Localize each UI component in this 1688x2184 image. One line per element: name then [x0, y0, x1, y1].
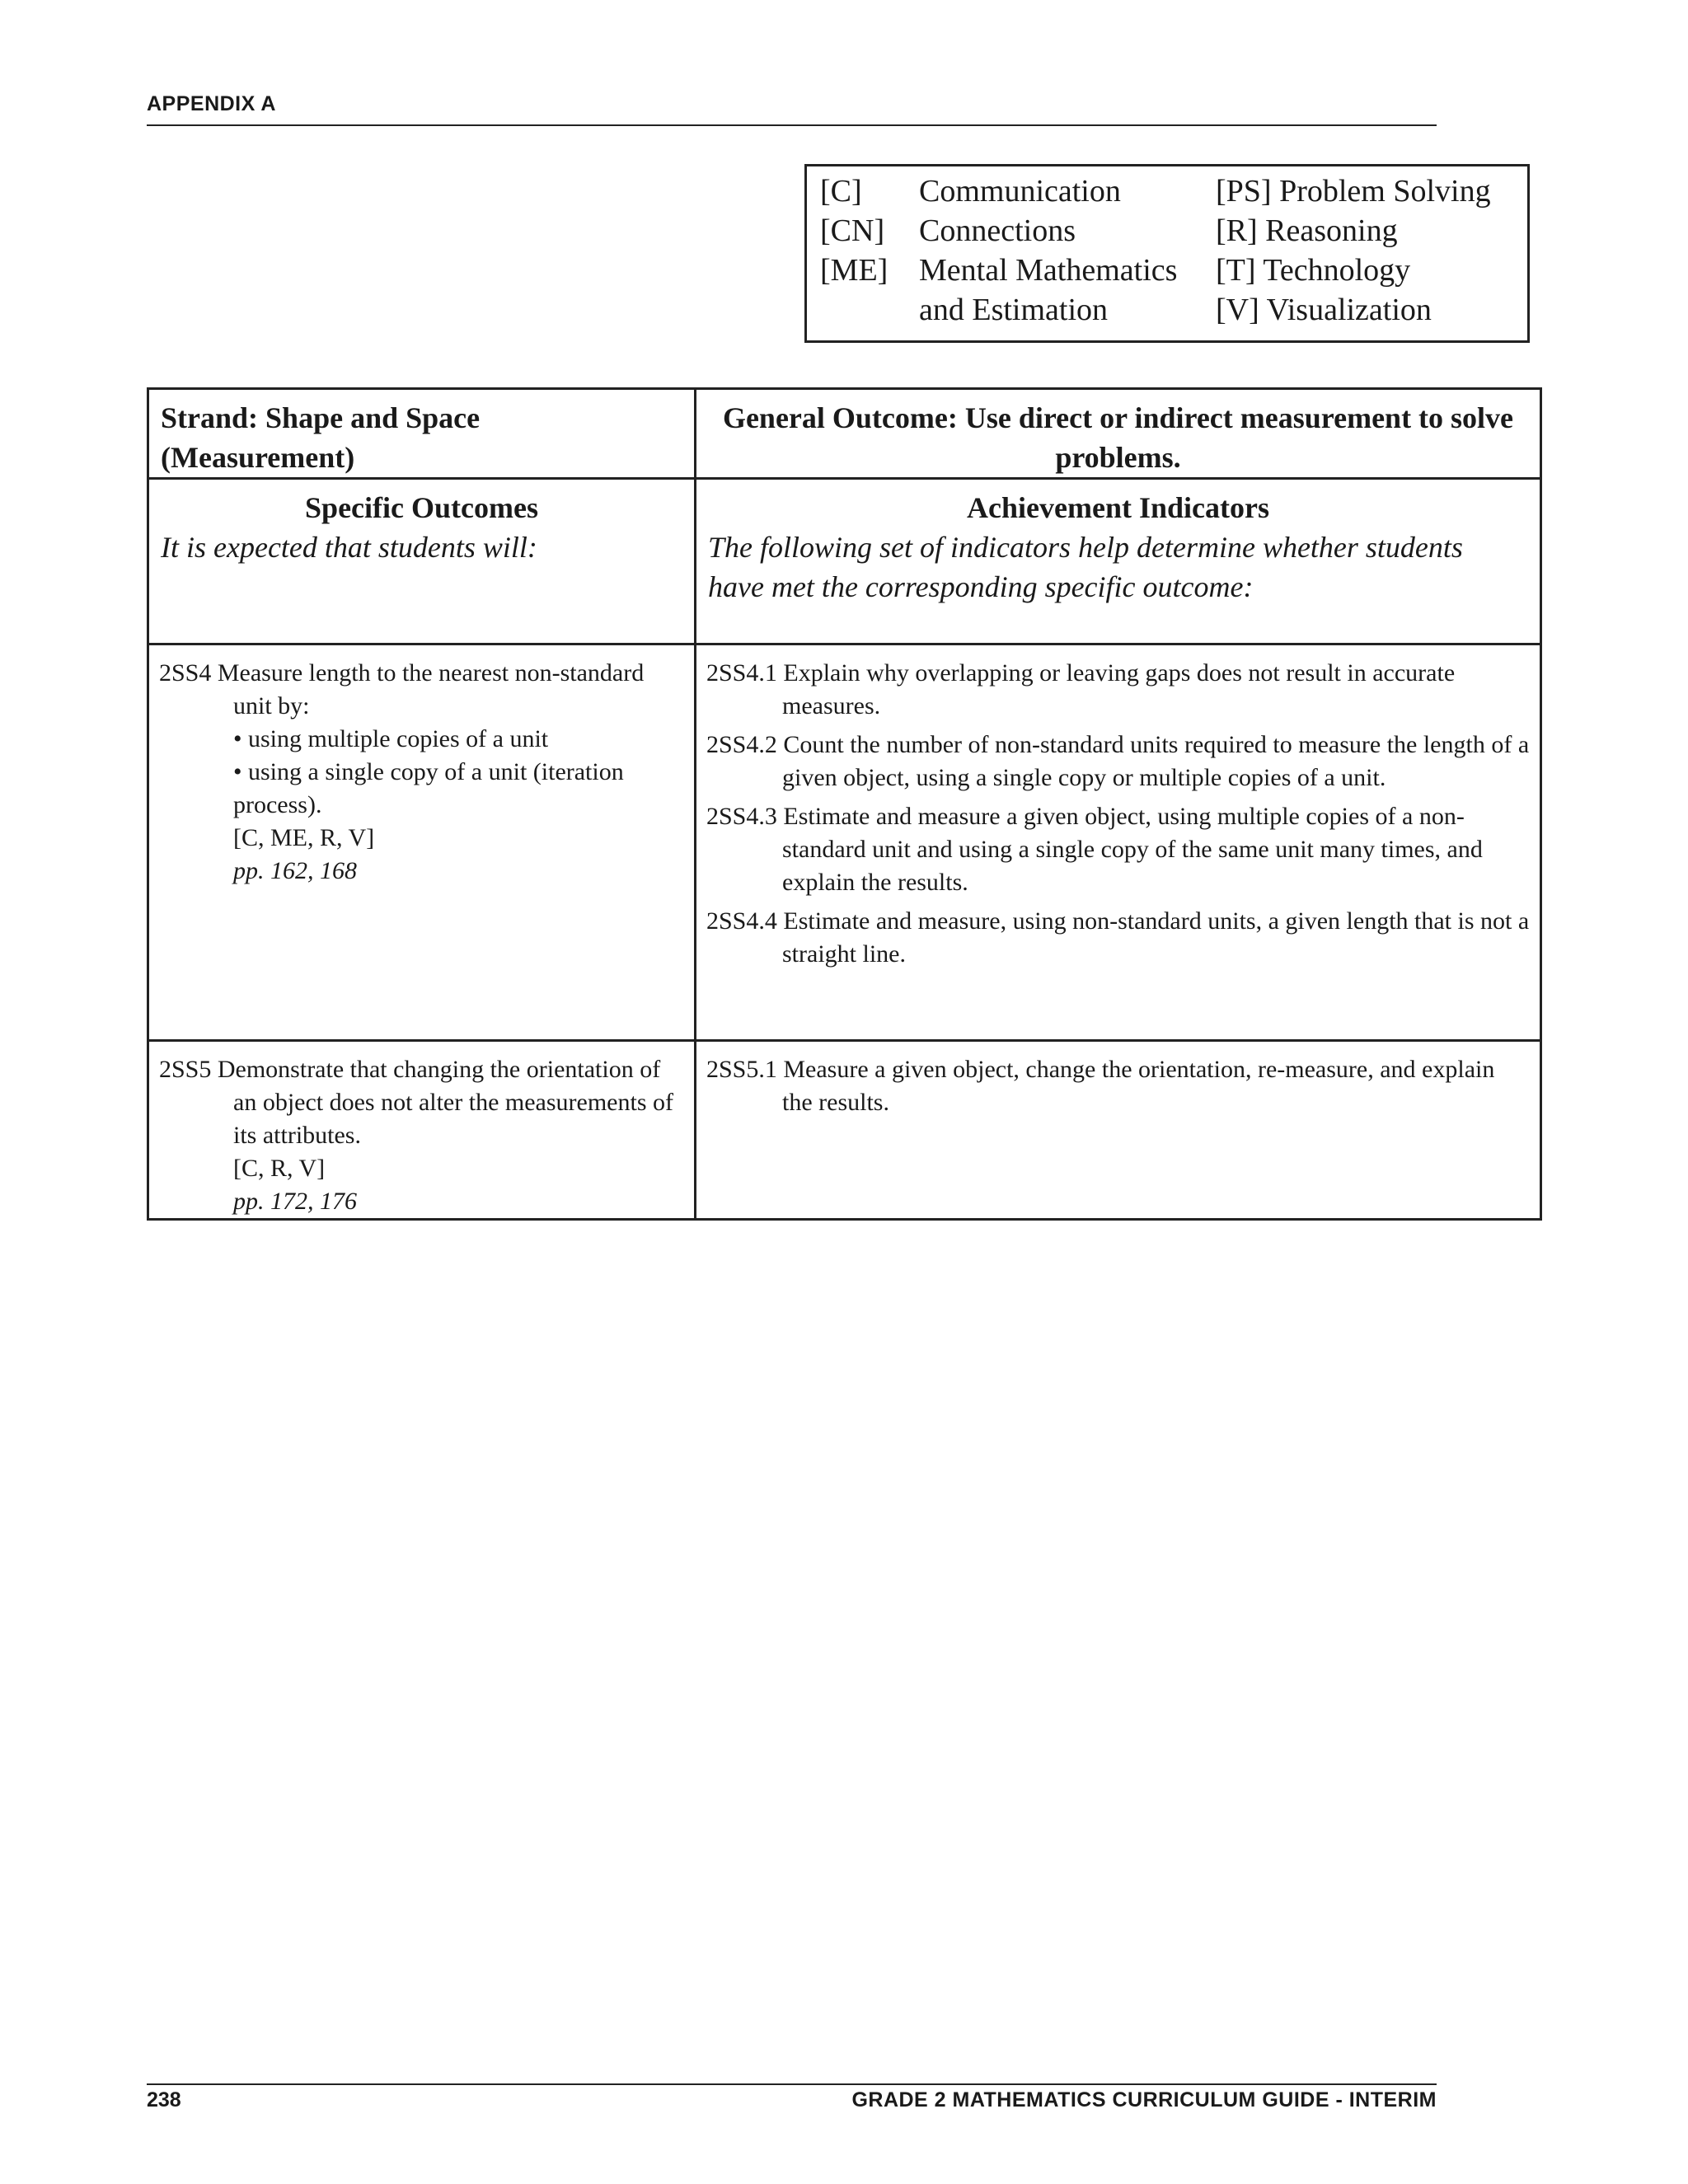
strand-subtitle: (Measurement) [161, 441, 355, 474]
outcome-2ss4-bullet: • using multiple copies of a unit [233, 725, 549, 752]
legend-row [807, 251, 1527, 290]
outcome-2ss4-processes: [C, ME, R, V] [233, 824, 375, 851]
legend-code: [C] [820, 174, 862, 209]
legend-code: [ME] [820, 253, 889, 288]
indicator-2ss5-1: 2SS5.1 Measure a given object, change the orientation, re-measure, and explain the results. [706, 1056, 1495, 1116]
achievement-indicators-sub-line2: have met the corresponding specific outcome: [708, 570, 1254, 603]
outcome-cell-2ss4 [148, 644, 696, 1041]
appendix-label: APPENDIX A [147, 92, 276, 115]
general-outcome-line2: problems. [1055, 441, 1181, 474]
legend-right: [V] Visualization [1216, 293, 1432, 327]
process-legend [804, 164, 1530, 343]
indicator-2ss4-1: 2SS4.1 Explain why overlapping or leaving gaps does not result in accurate measures. [706, 659, 1456, 719]
outcome-2ss5-text: 2SS5 Demonstrate that changing the orientation of an object does not alter the measurements of its attributes. [159, 1056, 673, 1149]
legend-right: [PS] Problem Solving [1216, 174, 1491, 209]
indicators-cell-2ss4 [696, 644, 1541, 1041]
outcome-cell-2ss5 [148, 1041, 696, 1220]
specific-outcomes-header [148, 479, 696, 644]
strand-cell [148, 389, 696, 479]
legend-row [807, 171, 1527, 211]
header-rule [147, 124, 1437, 126]
strand-title: Strand: Shape and Space [161, 401, 481, 434]
page-number: 238 [147, 2088, 181, 2111]
achievement-indicators-heading: Achievement Indicators [967, 491, 1269, 524]
legend-name: Connections [919, 213, 1076, 248]
indicators-cell-2ss5 [696, 1041, 1541, 1220]
achievement-indicators-sub-line1: The following set of indicators help determine whether students [708, 531, 1463, 564]
legend-right: [R] Reasoning [1216, 213, 1398, 248]
legend-name: Mental Mathematics [919, 253, 1178, 288]
indicator-2ss4-2: 2SS4.2 Count the number of non-standard units required to measure the length of a given object, using a single copy or multiple copies of a unit. [706, 731, 1530, 791]
outcomes-table [147, 387, 1542, 1221]
legend-row [807, 290, 1527, 330]
outcome-2ss4-bullet: • using a single copy of a unit (iteration process). [233, 758, 624, 818]
legend-row [807, 211, 1527, 251]
legend-name: Communication [919, 174, 1121, 209]
legend-code: [CN] [820, 213, 885, 248]
legend-right: [T] Technology [1216, 253, 1411, 288]
outcome-2ss5-processes: [C, R, V] [233, 1155, 326, 1182]
footer-title: GRADE 2 MATHEMATICS CURRICULUM GUIDE - INTERIM [851, 2088, 1437, 2111]
specific-outcomes-subheading: It is expected that students will: [161, 531, 537, 564]
outcome-2ss4-pages: pp. 162, 168 [233, 857, 357, 884]
legend-name: and Estimation [919, 293, 1109, 327]
outcome-2ss5-pages: pp. 172, 176 [233, 1188, 357, 1215]
specific-outcomes-heading: Specific Outcomes [305, 491, 538, 524]
indicator-2ss4-4: 2SS4.4 Estimate and measure, using non-standard units, a given length that is not a straight line. [706, 907, 1530, 968]
general-outcome-line1: General Outcome: Use direct or indirect measurement to solve [722, 401, 1514, 434]
achievement-indicators-header [696, 479, 1541, 644]
outcome-2ss4-text: 2SS4 Measure length to the nearest non-standard unit by: [159, 659, 645, 719]
indicator-2ss4-3: 2SS4.3 Estimate and measure a given object, using multiple copies of a non-standard unit and using a single copy of the same unit many times, and explain the results. [706, 803, 1483, 896]
general-outcome-cell [696, 389, 1541, 479]
footer-rule [147, 2083, 1437, 2085]
